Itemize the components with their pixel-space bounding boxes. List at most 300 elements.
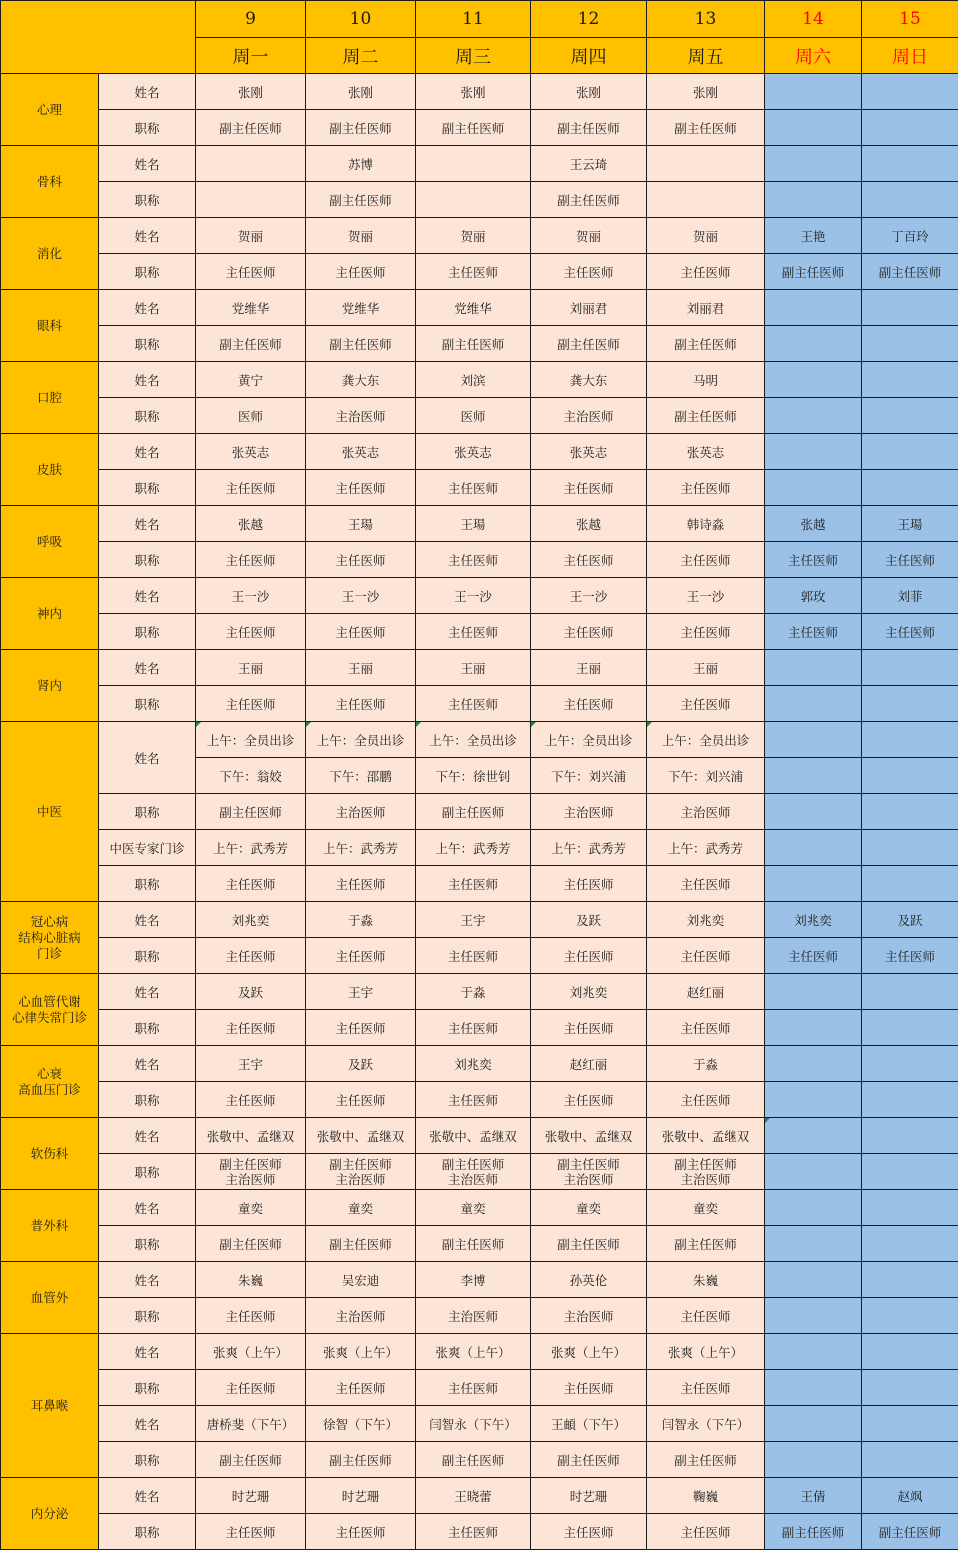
- schedule-cell-fri: 鞠巍: [647, 1478, 765, 1514]
- schedule-cell-line: 副主任医师: [441, 1156, 505, 1172]
- schedule-cell-sun: [862, 434, 958, 470]
- schedule-cell-fri: 副主任医师: [647, 1442, 765, 1478]
- schedule-cell-thu: 主任医师: [531, 1370, 647, 1406]
- schedule-cell-fri: 副主任医师: [647, 110, 765, 146]
- schedule-cell-fri: 马明: [647, 362, 765, 398]
- department-name-line: 结构心脏病: [18, 929, 81, 945]
- row-label-cell: 姓名: [99, 722, 196, 794]
- schedule-cell-fri: 主任医师: [647, 938, 765, 974]
- schedule-cell-fri: 主治医师: [647, 794, 765, 830]
- schedule-cell-thu: 副主任医师: [531, 110, 647, 146]
- schedule-cell-thu: 主任医师: [531, 542, 647, 578]
- schedule-cell-mon: 主任医师: [196, 614, 306, 650]
- schedule-cell-wed: 贺丽: [416, 218, 531, 254]
- table-row: [1, 1334, 958, 1370]
- schedule-cell-wed: 副主任医师: [416, 326, 531, 362]
- schedule-cell-sat: [765, 110, 862, 146]
- department-name-line: 口腔: [36, 389, 62, 405]
- table-row: [1, 290, 958, 326]
- schedule-cell-mon: 主任医师: [196, 254, 306, 290]
- department-name-line: 骨科: [36, 173, 62, 189]
- table-row: [1, 1082, 958, 1118]
- header-date-thu: 12: [531, 1, 647, 38]
- schedule-cell-thu: 张越: [531, 506, 647, 542]
- schedule-cell-line: 主治医师: [335, 1171, 386, 1187]
- schedule-cell-thu: 刘兆奕: [531, 974, 647, 1010]
- schedule-cell-wed: [416, 146, 531, 182]
- header-date-sun: 15: [862, 1, 958, 38]
- schedule-cell-fri: 韩诗淼: [647, 506, 765, 542]
- header-weekday-thu: 周四: [531, 38, 647, 74]
- department-name-cell: [1, 650, 99, 722]
- schedule-cell-fri: 主任医师: [647, 1010, 765, 1046]
- table-row: [1, 794, 958, 830]
- schedule-cell-thu: 孙英伦: [531, 1262, 647, 1298]
- row-label-cell: 姓名: [99, 146, 196, 182]
- schedule-cell-wed: 主任医师: [416, 1082, 531, 1118]
- department-name-line: 神内: [36, 605, 62, 621]
- schedule-cell-tue: 贺丽: [306, 218, 416, 254]
- schedule-cell-sat: [765, 1334, 862, 1370]
- schedule-cell-thu: 王頔（下午）: [531, 1406, 647, 1442]
- schedule-cell-mon: 主任医师: [196, 470, 306, 506]
- schedule-cell-wed: 张爽（上午）: [416, 1334, 531, 1370]
- schedule-cell-fri: 主任医师: [647, 866, 765, 902]
- schedule-cell-thu: 下午：刘兴浦: [531, 758, 647, 794]
- schedule-cell-sat: [765, 866, 862, 902]
- schedule-cell-thu: 童奕: [531, 1190, 647, 1226]
- row-label-cell: 姓名: [99, 974, 196, 1010]
- schedule-cell-mon: 副主任医师: [196, 1226, 306, 1262]
- schedule-cell-tue: 龚大东: [306, 362, 416, 398]
- table-row: [1, 1226, 958, 1262]
- schedule-cell-tue: 主任医师: [306, 938, 416, 974]
- department-name-line: 血管外: [30, 1289, 69, 1305]
- schedule-cell-sat: [765, 722, 862, 758]
- schedule-cell-mon: 主任医师: [196, 1370, 306, 1406]
- schedule-cell-fri: 主任医师: [647, 470, 765, 506]
- schedule-cell-tue: 张刚: [306, 74, 416, 110]
- schedule-cell-wed: 上午：武秀芳: [416, 830, 531, 866]
- schedule-cell-sun: [862, 146, 958, 182]
- department-name-cell: [1, 1118, 99, 1190]
- department-name-line: 门诊: [36, 945, 62, 961]
- schedule-cell-fri: [647, 146, 765, 182]
- department-name-cell: [1, 1046, 99, 1118]
- schedule-cell-tue: 张英志: [306, 434, 416, 470]
- schedule-cell-wed: 党维华: [416, 290, 531, 326]
- header-weekday-sat: 周六: [765, 38, 862, 74]
- schedule-cell-wed: 副主任医师: [416, 794, 531, 830]
- row-label-cell: 姓名: [99, 434, 196, 470]
- schedule-cell-wed: 下午：徐世钊: [416, 758, 531, 794]
- schedule-cell-mon: 上午：全员出诊: [196, 722, 306, 758]
- schedule-cell-thu: [531, 1154, 647, 1190]
- schedule-cell-fri: 王一沙: [647, 578, 765, 614]
- header-weekday-fri: 周五: [647, 38, 765, 74]
- schedule-cell-sun: [862, 686, 958, 722]
- schedule-cell-sun: [862, 650, 958, 686]
- row-label-cell: 职称: [99, 398, 196, 434]
- row-label-cell: 姓名: [99, 1118, 196, 1154]
- schedule-cell-wed: 主任医师: [416, 254, 531, 290]
- schedule-cell-sun: [862, 326, 958, 362]
- schedule-cell-thu: 张英志: [531, 434, 647, 470]
- table-row: [1, 1370, 958, 1406]
- schedule-cell-tue: [306, 1154, 416, 1190]
- schedule-cell-mon: 朱巍: [196, 1262, 306, 1298]
- schedule-cell-mon: 唐桥斐（下午）: [196, 1406, 306, 1442]
- schedule-cell-tue: 王瑒: [306, 506, 416, 542]
- schedule-cell-mon: 副主任医师: [196, 326, 306, 362]
- row-label-cell: 职称: [99, 1514, 196, 1550]
- schedule-cell-tue: 王宇: [306, 974, 416, 1010]
- department-name-cell: [1, 434, 99, 506]
- row-label-cell: 姓名: [99, 578, 196, 614]
- schedule-cell-thu: 上午：全员出诊: [531, 722, 647, 758]
- schedule-cell-sun: [862, 1154, 958, 1190]
- schedule-cell-fri: [647, 182, 765, 218]
- schedule-cell-sat: [765, 434, 862, 470]
- schedule-cell-sun: [862, 830, 958, 866]
- schedule-cell-thu: 张敬中、孟继双: [531, 1118, 647, 1154]
- schedule-cell-wed: 张英志: [416, 434, 531, 470]
- schedule-cell-tue: 主任医师: [306, 254, 416, 290]
- department-name-line: 心律失常门诊: [11, 1009, 87, 1025]
- department-name-line: 肾内: [36, 677, 62, 693]
- schedule-cell-sun: [862, 1010, 958, 1046]
- schedule-cell-tue: 苏博: [306, 146, 416, 182]
- schedule-cell-sun: [862, 1298, 958, 1334]
- schedule-cell-mon: 副主任医师: [196, 110, 306, 146]
- department-name-cell: [1, 1262, 99, 1334]
- schedule-cell-sat: [765, 326, 862, 362]
- schedule-cell-fri: 童奕: [647, 1190, 765, 1226]
- schedule-cell-tue: 副主任医师: [306, 1226, 416, 1262]
- schedule-cell-sun: 副主任医师: [862, 1514, 958, 1550]
- department-name-cell: [1, 218, 99, 290]
- schedule-cell-sun: [862, 722, 958, 758]
- schedule-cell-fri: 上午：武秀芳: [647, 830, 765, 866]
- schedule-cell-sun: 丁百玲: [862, 218, 958, 254]
- table-row: [1, 686, 958, 722]
- schedule-cell-tue: 副主任医师: [306, 110, 416, 146]
- schedule-cell-sat: [765, 146, 862, 182]
- schedule-cell-thu: 王丽: [531, 650, 647, 686]
- schedule-cell-thu: 主治医师: [531, 398, 647, 434]
- department-name-cell: [1, 974, 99, 1046]
- row-label-cell: 职称: [99, 938, 196, 974]
- table-row: [1, 1046, 958, 1082]
- schedule-cell-tue: 上午：全员出诊: [306, 722, 416, 758]
- schedule-cell-mon: 主任医师: [196, 1514, 306, 1550]
- schedule-cell-sun: [862, 182, 958, 218]
- schedule-cell-sun: 主任医师: [862, 542, 958, 578]
- schedule-cell-thu: 主任医师: [531, 614, 647, 650]
- table-row: [1, 722, 958, 758]
- schedule-cell-tue: 童奕: [306, 1190, 416, 1226]
- schedule-cell-sat: [765, 1406, 862, 1442]
- schedule-cell-sat: 主任医师: [765, 938, 862, 974]
- schedule-cell-sat: [765, 1154, 862, 1190]
- schedule-cell-fri: 上午：全员出诊: [647, 722, 765, 758]
- schedule-cell-mon: 张越: [196, 506, 306, 542]
- schedule-cell-tue: 主任医师: [306, 542, 416, 578]
- schedule-cell-sun: 副主任医师: [862, 254, 958, 290]
- schedule-cell-wed: 主任医师: [416, 686, 531, 722]
- schedule-cell-sun: 及跃: [862, 902, 958, 938]
- row-label-cell: 职称: [99, 1442, 196, 1478]
- schedule-cell-tue: 副主任医师: [306, 326, 416, 362]
- schedule-cell-wed: 上午：全员出诊: [416, 722, 531, 758]
- schedule-cell-sat: 王倩: [765, 1478, 862, 1514]
- table-row: [1, 542, 958, 578]
- schedule-cell-sun: [862, 1226, 958, 1262]
- schedule-cell-tue: 党维华: [306, 290, 416, 326]
- department-name-line: 皮肤: [36, 461, 62, 477]
- schedule-cell-thu: 及跃: [531, 902, 647, 938]
- row-label-cell: 职称: [99, 1082, 196, 1118]
- schedule-cell-tue: 时艺珊: [306, 1478, 416, 1514]
- schedule-cell-thu: 主任医师: [531, 686, 647, 722]
- schedule-cell-sat: 张越: [765, 506, 862, 542]
- schedule-cell-wed: 于淼: [416, 974, 531, 1010]
- schedule-cell-sat: [765, 398, 862, 434]
- schedule-cell-sat: [765, 74, 862, 110]
- header-date-row: [1, 1, 958, 38]
- schedule-cell-mon: 张敬中、孟继双: [196, 1118, 306, 1154]
- schedule-cell-mon: 主任医师: [196, 938, 306, 974]
- department-name-cell: [1, 506, 99, 578]
- schedule-cell-sun: [862, 866, 958, 902]
- schedule-cell-wed: 主治医师: [416, 1298, 531, 1334]
- schedule-cell-sun: [862, 1334, 958, 1370]
- header-weekday-wed: 周三: [416, 38, 531, 74]
- schedule-cell-wed: 主任医师: [416, 1010, 531, 1046]
- schedule-cell-line: 副主任医师: [219, 1156, 282, 1172]
- row-label-cell: 职称: [99, 1154, 196, 1190]
- schedule-cell-wed: 李博: [416, 1262, 531, 1298]
- schedule-cell-mon: 主任医师: [196, 686, 306, 722]
- row-label-cell: 职称: [99, 470, 196, 506]
- row-label-cell: 中医专家门诊: [99, 830, 196, 866]
- schedule-cell-wed: [416, 1154, 531, 1190]
- department-name-cell: [1, 146, 99, 218]
- table-row: [1, 1514, 958, 1550]
- schedule-cell-thu: 上午：武秀芳: [531, 830, 647, 866]
- table-row: [1, 938, 958, 974]
- schedule-cell-fri: 张敬中、孟继双: [647, 1118, 765, 1154]
- table-row: [1, 1154, 958, 1190]
- schedule-cell-tue: 主任医师: [306, 866, 416, 902]
- schedule-cell-tue: 主任医师: [306, 1010, 416, 1046]
- schedule-cell-mon: 下午：翁姣: [196, 758, 306, 794]
- schedule-cell-fri: 朱巍: [647, 1262, 765, 1298]
- schedule-cell-wed: 王瑒: [416, 506, 531, 542]
- schedule-cell-fri: 主任医师: [647, 542, 765, 578]
- schedule-cell-sun: 主任医师: [862, 614, 958, 650]
- schedule-cell-sun: [862, 1082, 958, 1118]
- schedule-cell-sun: 刘菲: [862, 578, 958, 614]
- schedule-cell-thu: 主任医师: [531, 938, 647, 974]
- schedule-cell-wed: 主任医师: [416, 1370, 531, 1406]
- schedule-cell-thu: 主任医师: [531, 866, 647, 902]
- schedule-cell-mon: [196, 1154, 306, 1190]
- schedule-cell-tue: 张爽（上午）: [306, 1334, 416, 1370]
- header-weekday-mon: 周一: [196, 38, 306, 74]
- table-row: [1, 1010, 958, 1046]
- department-name-line: 心衰: [36, 1065, 62, 1081]
- table-row: [1, 110, 958, 146]
- schedule-cell-wed: 主任医师: [416, 470, 531, 506]
- row-label-cell: 姓名: [99, 362, 196, 398]
- row-label-cell: 职称: [99, 110, 196, 146]
- schedule-cell-wed: [416, 182, 531, 218]
- schedule-cell-thu: 刘丽君: [531, 290, 647, 326]
- schedule-cell-sun: [862, 398, 958, 434]
- header-date-wed: 11: [416, 1, 531, 38]
- schedule-cell-sat: [765, 290, 862, 326]
- schedule-cell-tue: 主任医师: [306, 1370, 416, 1406]
- department-name-line: 高血压门诊: [18, 1081, 81, 1097]
- department-name-line: 眼科: [36, 317, 62, 333]
- schedule-cell-tue: 张敬中、孟继双: [306, 1118, 416, 1154]
- table-row: [1, 398, 958, 434]
- schedule-cell-mon: 主任医师: [196, 542, 306, 578]
- schedule-cell-sat: [765, 1118, 862, 1154]
- schedule-cell-mon: 时艺珊: [196, 1478, 306, 1514]
- schedule-cell-fri: 主任医师: [647, 254, 765, 290]
- schedule-cell-sat: [765, 1010, 862, 1046]
- schedule-cell-thu: 副主任医师: [531, 326, 647, 362]
- schedule-cell-fri: 主任医师: [647, 1082, 765, 1118]
- schedule-cell-mon: 党维华: [196, 290, 306, 326]
- row-label-cell: 职称: [99, 1370, 196, 1406]
- department-name-cell: [1, 290, 99, 362]
- row-label-cell: 职称: [99, 794, 196, 830]
- table-row: [1, 1478, 958, 1514]
- schedule-cell-line: 主治医师: [680, 1171, 731, 1187]
- schedule-cell-fri: 主任医师: [647, 1298, 765, 1334]
- schedule-cell-tue: 主治医师: [306, 1298, 416, 1334]
- schedule-cell-sun: 主任医师: [862, 938, 958, 974]
- schedule-cell-mon: 主任医师: [196, 866, 306, 902]
- row-label-cell: 姓名: [99, 1478, 196, 1514]
- schedule-cell-tue: 徐智（下午）: [306, 1406, 416, 1442]
- table-row: [1, 1442, 958, 1478]
- schedule-cell-wed: 张敬中、孟继双: [416, 1118, 531, 1154]
- schedule-cell-fri: 贺丽: [647, 218, 765, 254]
- table-row: [1, 1118, 958, 1154]
- department-name-line: 心血管代谢: [18, 993, 81, 1009]
- table-row: [1, 902, 958, 938]
- schedule-cell-wed: 主任医师: [416, 1514, 531, 1550]
- schedule-cell-sat: 主任医师: [765, 542, 862, 578]
- table-row: [1, 1406, 958, 1442]
- schedule-cell-tue: 主任医师: [306, 1082, 416, 1118]
- header-weekday-tue: 周二: [306, 38, 416, 74]
- schedule-cell-wed: 主任医师: [416, 542, 531, 578]
- schedule-cell-thu: 副主任医师: [531, 1226, 647, 1262]
- schedule-cell-tue: 王一沙: [306, 578, 416, 614]
- schedule-cell-thu: 贺丽: [531, 218, 647, 254]
- schedule-cell-fri: 主任医师: [647, 1514, 765, 1550]
- schedule-cell-mon: 王一沙: [196, 578, 306, 614]
- schedule-cell-mon: [196, 182, 306, 218]
- schedule-cell-thu: 龚大东: [531, 362, 647, 398]
- department-name-cell: [1, 1334, 99, 1478]
- schedule-cell-sun: [862, 1370, 958, 1406]
- schedule-cell-sat: 副主任医师: [765, 254, 862, 290]
- row-label-cell: 职称: [99, 1298, 196, 1334]
- schedule-cell-tue: 下午：邵鹏: [306, 758, 416, 794]
- schedule-cell-wed: 副主任医师: [416, 110, 531, 146]
- schedule-cell-thu: 主治医师: [531, 1298, 647, 1334]
- schedule-cell-thu: 赵红丽: [531, 1046, 647, 1082]
- schedule-cell-line: 副主任医师: [557, 1156, 620, 1172]
- row-label-cell: 职称: [99, 542, 196, 578]
- schedule-cell-sat: [765, 1190, 862, 1226]
- schedule-cell-sat: [765, 1370, 862, 1406]
- schedule-cell-tue: 吴宏迪: [306, 1262, 416, 1298]
- department-name-cell: [1, 1190, 99, 1262]
- schedule-cell-tue: 及跃: [306, 1046, 416, 1082]
- schedule-cell-sat: 王艳: [765, 218, 862, 254]
- schedule-cell-sat: [765, 1262, 862, 1298]
- schedule-cell-thu: 张爽（上午）: [531, 1334, 647, 1370]
- schedule-cell-mon: 张爽（上午）: [196, 1334, 306, 1370]
- schedule-cell-mon: 副主任医师: [196, 1442, 306, 1478]
- row-label-cell: 姓名: [99, 1046, 196, 1082]
- schedule-cell-sun: [862, 1046, 958, 1082]
- row-label-cell: 职称: [99, 686, 196, 722]
- schedule-cell-wed: 王晓蕾: [416, 1478, 531, 1514]
- schedule-cell-fri: 主任医师: [647, 614, 765, 650]
- schedule-cell-thu: 王一沙: [531, 578, 647, 614]
- schedule-cell-wed: 刘滨: [416, 362, 531, 398]
- schedule-cell-line: 主治医师: [225, 1171, 276, 1187]
- schedule-cell-sat: [765, 686, 862, 722]
- row-label-cell: 姓名: [99, 506, 196, 542]
- row-label-cell: 职称: [99, 866, 196, 902]
- row-label-cell: 姓名: [99, 1190, 196, 1226]
- table-row: [1, 974, 958, 1010]
- table-row: [1, 578, 958, 614]
- schedule-cell-mon: 刘兆奕: [196, 902, 306, 938]
- department-name-cell: [1, 902, 99, 974]
- table-row: [1, 146, 958, 182]
- table-row: [1, 470, 958, 506]
- schedule-cell-mon: 黄宁: [196, 362, 306, 398]
- schedule-cell-sat: [765, 182, 862, 218]
- schedule-cell-mon: 主任医师: [196, 1298, 306, 1334]
- schedule-cell-thu: 副主任医师: [531, 182, 647, 218]
- schedule-cell-wed: 王一沙: [416, 578, 531, 614]
- schedule-cell-tue: 主治医师: [306, 398, 416, 434]
- schedule-cell-wed: 医师: [416, 398, 531, 434]
- department-name-line: 中医: [36, 803, 62, 819]
- schedule-cell-sat: 郭玫: [765, 578, 862, 614]
- schedule-cell-sun: [862, 1442, 958, 1478]
- schedule-cell-fri: 下午：刘兴浦: [647, 758, 765, 794]
- row-label-cell: 姓名: [99, 218, 196, 254]
- schedule-cell-wed: 闫智永（下午）: [416, 1406, 531, 1442]
- schedule-cell-mon: 张英志: [196, 434, 306, 470]
- table-row: [1, 218, 958, 254]
- schedule-cell-thu: 主治医师: [531, 794, 647, 830]
- schedule-cell-thu: 主任医师: [531, 1514, 647, 1550]
- schedule-cell-tue: 主治医师: [306, 794, 416, 830]
